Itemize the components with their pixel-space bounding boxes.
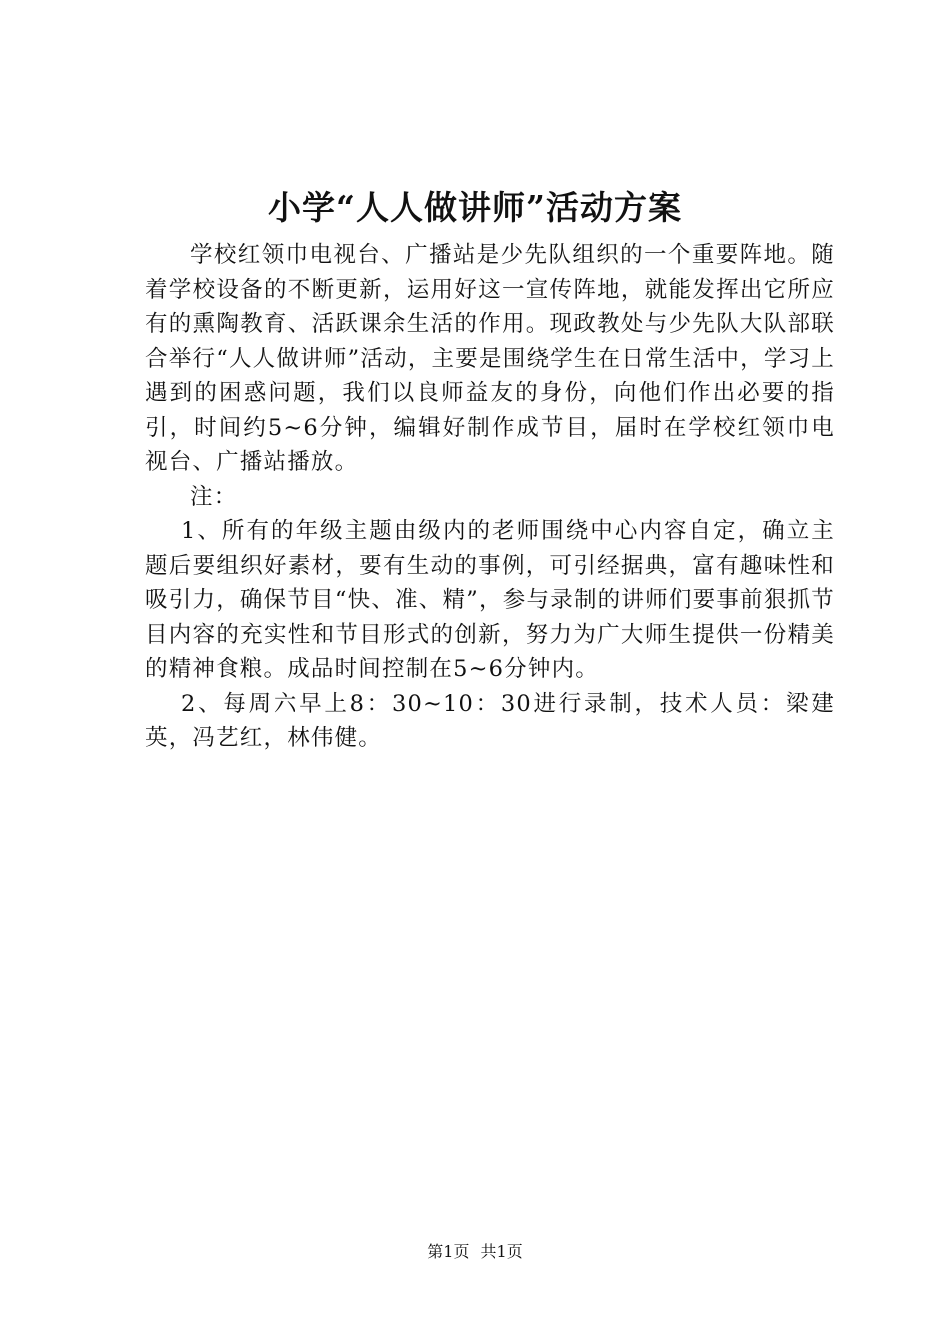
note-item-1: 1、所有的年级主题由级内的老师围绕中心内容自定，确立主题后要组织好素材，要有生动的事例，可引经据典，富有趣味性和吸引力，确保节目“快、准、精”，参与录制的讲师们要事前狠抓节目内容的充实性和节目形式的创新，努力为广大师生提供一份精美的精神食粮。成品时间控制在5~6分钟内。 (145, 518, 835, 682)
page-number-total: 共1页 (480, 1242, 523, 1261)
document-body (145, 238, 835, 756)
page-number-current: 第1页 (427, 1242, 470, 1261)
page-footer (0, 1240, 950, 1264)
note-item-2: 2、每周六早上8：30~10：30进行录制，技术人员：梁建英，冯艺红，林伟健。 (145, 690, 835, 751)
intro-paragraph: 学校红领巾电视台、广播站是少先队组织的一个重要阵地。随着学校设备的不断更新，运用好这一宣传阵地，就能发挥出它所应有的熏陶教育、活跃课余生活的作用。现政教处与少先队大队部联合举行“人人做讲师”活动，主要是围绕学生在日常生活中，学习上遇到的困惑问题，我们以良师益友的身份，向他们作出必要的指引，时间约5~6分钟，编辑好制作成节目，届时在学校红领巾电视台、广播站播放。 (145, 242, 835, 475)
note-label: 注： (190, 483, 238, 510)
document-title: 小学“人人做讲师”活动方案 (268, 188, 682, 227)
